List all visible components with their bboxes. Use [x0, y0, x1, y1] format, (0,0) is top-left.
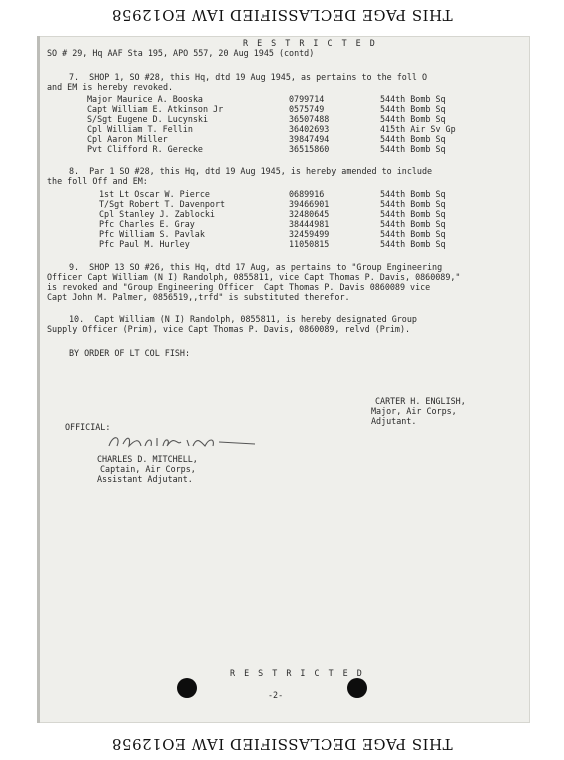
- roster-name: Pfc Paul M. Hurley: [99, 239, 190, 249]
- classification-header: R E S T R I C T E D: [243, 38, 377, 48]
- declassified-banner-top: THIS PAGE DECLASSIFIED IAW EO12958: [111, 6, 453, 24]
- roster-name: T/Sgt Robert T. Davenport: [99, 199, 226, 209]
- para9-line1: 9. SHOP 13 SO #26, this Hq, dtd 17 Aug, as pertains to "Group Engineering: [69, 262, 443, 272]
- roster-row: [37, 104, 530, 114]
- roster-serial: 36402693: [289, 124, 330, 134]
- para9-line2: Officer Capt William (N I) Randolph, 0855811, vice Capt Thomas P. Davis, 0860089,": [47, 272, 461, 282]
- roster-serial: 38444981: [289, 219, 330, 229]
- roster-row: [37, 209, 530, 219]
- official-rank: Captain, Air Corps,: [100, 464, 196, 474]
- para7-line2: and EM is hereby revoked.: [47, 82, 174, 92]
- para10-line1: 10. Capt William (N I) Randolph, 0855811, is hereby designated Group: [69, 314, 417, 324]
- roster-unit: 544th Bomb Sq: [380, 239, 446, 249]
- roster-row: [37, 229, 530, 239]
- roster-unit: 544th Bomb Sq: [380, 94, 446, 104]
- roster-row: [37, 124, 530, 134]
- roster-serial: 39847494: [289, 134, 330, 144]
- roster-name: Pvt Clifford R. Gerecke: [87, 144, 203, 154]
- roster-name: Major Maurice A. Booska: [87, 94, 203, 104]
- roster-unit: 544th Bomb Sq: [380, 134, 446, 144]
- handwritten-signature: [105, 432, 265, 452]
- roster-name: Capt William E. Atkinson Jr: [87, 104, 224, 114]
- punch-hole-left: [177, 678, 197, 698]
- roster-row: [37, 114, 530, 124]
- roster-name: S/Sgt Eugene D. Lucynski: [87, 114, 209, 124]
- punch-hole-right: [347, 678, 367, 698]
- by-order-line: BY ORDER OF LT COL FISH:: [69, 348, 191, 358]
- roster-row: [37, 94, 530, 104]
- roster-unit: 415th Air Sv Gp: [380, 124, 456, 134]
- roster-name: Pfc William S. Pavlak: [99, 229, 205, 239]
- roster-serial: 36515860: [289, 144, 330, 154]
- roster-serial: 36507488: [289, 114, 330, 124]
- roster-serial: 0575749: [289, 104, 325, 114]
- roster-row: [37, 189, 530, 199]
- para9-line3: is revoked and "Group Engineering Officer Capt Thomas P. Davis 0860089 vice: [47, 282, 431, 292]
- official-title: Assistant Adjutant.: [97, 474, 193, 484]
- roster-unit: 544th Bomb Sq: [380, 229, 446, 239]
- para9-line4: Capt John M. Palmer, 0856519,,trfd" is substituted therefor.: [47, 292, 350, 302]
- para7-line1: 7. SHOP 1, SO #28, this Hq, dtd 19 Aug 1945, as pertains to the foll O: [69, 72, 427, 82]
- roster-serial: 32480645: [289, 209, 330, 219]
- page-edge-shadow: [37, 36, 40, 723]
- roster-serial: 0799714: [289, 94, 325, 104]
- document-page: [37, 36, 530, 723]
- roster-unit: 544th Bomb Sq: [380, 199, 446, 209]
- roster-row: [37, 239, 530, 249]
- roster-unit: 544th Bomb Sq: [380, 104, 446, 114]
- signer-name: CARTER H. ENGLISH,: [375, 396, 466, 406]
- roster-name: Cpl William T. Fellin: [87, 124, 193, 134]
- para8-line1: 8. Par 1 SO #28, this Hq, dtd 19 Aug 1945, is hereby amended to include: [69, 166, 433, 176]
- roster-unit: 544th Bomb Sq: [380, 209, 446, 219]
- declassified-banner-bottom: THIS PAGE DECLASSIFIED IAW EO12958: [111, 735, 453, 753]
- roster-unit: 544th Bomb Sq: [380, 144, 446, 154]
- roster-row: [37, 219, 530, 229]
- roster-row: [37, 134, 530, 144]
- classification-footer: R E S T R I C T E D: [230, 668, 364, 678]
- roster-name: Cpl Aaron Miller: [87, 134, 168, 144]
- roster-name: Pfc Charles E. Gray: [99, 219, 195, 229]
- official-label: OFFICIAL:: [65, 422, 111, 432]
- signer-rank: Major, Air Corps,: [371, 406, 457, 416]
- official-name: CHARLES D. MITCHELL,: [97, 454, 198, 464]
- roster-serial: 32459499: [289, 229, 330, 239]
- para8-line2: the foll Off and EM:: [47, 176, 148, 186]
- roster-row: [37, 199, 530, 209]
- signer-title: Adjutant.: [371, 416, 417, 426]
- order-header-line: SO # 29, Hq AAF Sta 195, APO 557, 20 Aug 1945 (contd): [47, 48, 315, 58]
- para10-line2: Supply Officer (Prim), vice Capt Thomas P. Davis, 0860089, relvd (Prim).: [47, 324, 411, 334]
- roster-name: 1st Lt Oscar W. Pierce: [99, 189, 210, 199]
- roster-serial: 11050815: [289, 239, 330, 249]
- roster-row: [37, 144, 530, 154]
- roster-unit: 544th Bomb Sq: [380, 114, 446, 124]
- roster-serial: 39466901: [289, 199, 330, 209]
- roster-unit: 544th Bomb Sq: [380, 189, 446, 199]
- roster-name: Cpl Stanley J. Zablocki: [99, 209, 215, 219]
- roster-serial: 0689916: [289, 189, 325, 199]
- page-number: -2-: [268, 690, 284, 700]
- roster-unit: 544th Bomb Sq: [380, 219, 446, 229]
